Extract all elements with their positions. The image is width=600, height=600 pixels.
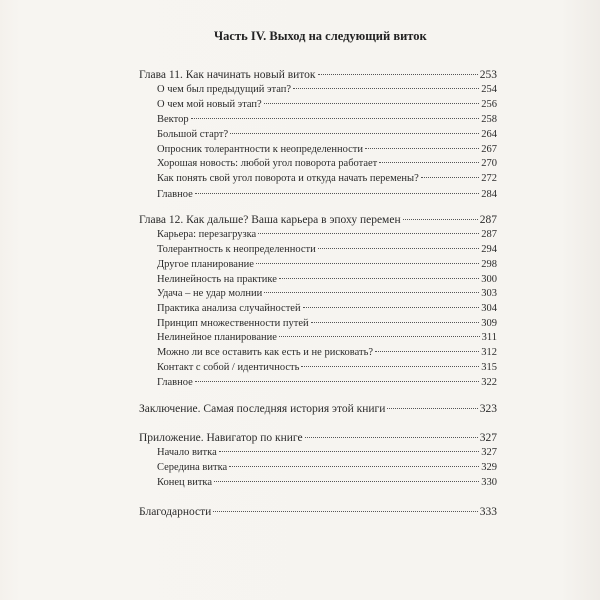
toc-entry-title: Нелинейное планирование xyxy=(157,332,277,343)
dot-leader xyxy=(230,133,479,134)
toc-entry-title: Другое планирование xyxy=(157,259,254,270)
dot-leader xyxy=(264,292,479,293)
dot-leader xyxy=(195,381,479,382)
part-heading: Часть IV. Выход на следующий виток xyxy=(214,29,427,43)
toc-entry-page-number: 322 xyxy=(481,377,497,388)
toc-entry-page-number: 330 xyxy=(481,477,497,488)
dot-leader xyxy=(403,219,478,220)
toc-section-entry xyxy=(157,302,497,316)
toc-section-entry xyxy=(157,331,497,345)
toc-entry-page-number: 315 xyxy=(481,362,497,373)
toc-entry-page-number: 311 xyxy=(481,332,497,343)
toc-entry-page-number: 267 xyxy=(481,144,497,155)
toc-entry-title: О чем мой новый этап? xyxy=(157,99,262,110)
toc-entry-title: О чем был предыдущий этап? xyxy=(157,84,292,95)
toc-entry-page-number: 333 xyxy=(479,506,497,518)
toc-section-entry xyxy=(157,287,497,301)
dot-leader xyxy=(303,307,480,308)
dot-leader xyxy=(318,248,480,249)
toc-chapter-entry xyxy=(139,213,497,227)
toc-chapter-entry xyxy=(139,402,497,416)
toc-entry-page-number: 327 xyxy=(481,447,497,458)
toc-section-entry xyxy=(157,157,497,171)
toc-entry-title: Благодарности xyxy=(139,506,212,518)
toc-entry-title: Большой старт? xyxy=(157,129,229,140)
dot-leader xyxy=(195,193,479,194)
toc-chapter-entry xyxy=(139,505,497,519)
toc-entry-title: Удача – не удар молнии xyxy=(157,288,263,299)
dot-leader xyxy=(258,233,479,234)
toc-entry-title: Начало витка xyxy=(157,447,217,458)
toc-entry-page-number: 298 xyxy=(481,259,497,270)
toc-section-entry xyxy=(157,376,497,390)
dot-leader xyxy=(293,88,479,89)
dot-leader xyxy=(375,351,479,352)
toc-section-entry xyxy=(157,446,497,460)
toc-entry-page-number: 258 xyxy=(481,114,497,125)
toc-entry-page-number: 287 xyxy=(479,214,497,226)
toc-section-entry xyxy=(157,83,497,97)
dot-leader xyxy=(279,336,480,337)
toc-entry-page-number: 270 xyxy=(481,158,497,169)
toc-entry-title: Нелинейность на практике xyxy=(157,274,277,285)
toc-section-entry xyxy=(157,461,497,475)
dot-leader xyxy=(279,278,479,279)
dot-leader xyxy=(213,511,477,512)
dot-leader xyxy=(191,118,480,119)
toc-section-entry xyxy=(157,143,497,157)
toc-entry-title: Приложение. Навигатор по книге xyxy=(139,432,303,444)
toc-section-entry xyxy=(157,243,497,257)
dot-leader xyxy=(421,177,480,178)
dot-leader xyxy=(219,451,480,452)
dot-leader xyxy=(311,322,480,323)
toc-entry-title: Практика анализа случайностей xyxy=(157,303,301,314)
dot-leader xyxy=(229,466,479,467)
toc-entry-page-number: 303 xyxy=(481,288,497,299)
dot-leader xyxy=(214,481,479,482)
toc-section-entry xyxy=(157,361,497,375)
toc-entry-title: Заключение. Самая последняя история этой книги xyxy=(139,403,386,415)
toc-section-entry xyxy=(157,317,497,331)
toc-entry-page-number: 272 xyxy=(481,173,497,184)
toc-section-entry xyxy=(157,113,497,127)
dot-leader xyxy=(256,263,479,264)
toc-section-entry xyxy=(157,98,497,112)
toc-entry-title: Как понять свой угол поворота и откуда начать перемены? xyxy=(157,173,419,184)
toc-entry-title: Главное xyxy=(157,377,193,388)
toc-entry-title: Принцип множественности путей xyxy=(157,318,309,329)
toc-entry-title: Контакт с собой / идентичность xyxy=(157,362,300,373)
toc-section-entry xyxy=(157,258,497,272)
toc-chapter-entry xyxy=(139,431,497,445)
toc-chapter-entry xyxy=(139,68,497,82)
toc-section-entry xyxy=(157,128,497,142)
toc-entry-title: Середина витка xyxy=(157,462,228,473)
toc-entry-title: Главное xyxy=(157,189,193,200)
toc-entry-page-number: 327 xyxy=(479,432,497,444)
dot-leader xyxy=(264,103,480,104)
toc-entry-page-number: 323 xyxy=(479,403,497,415)
toc-entry-page-number: 300 xyxy=(481,274,497,285)
toc-entry-title: Глава 11. Как начинать новый виток xyxy=(139,69,316,81)
toc-section-entry xyxy=(157,172,497,186)
toc-entry-title: Толерантность к неопределенности xyxy=(157,244,316,255)
toc-entry-page-number: 329 xyxy=(481,462,497,473)
toc-entry-title: Глава 12. Как дальше? Ваша карьера в эпоху перемен xyxy=(139,214,401,226)
dot-leader xyxy=(365,148,479,149)
toc-entry-title: Карьера: перезагрузка xyxy=(157,229,257,240)
dot-leader xyxy=(318,74,478,75)
dot-leader xyxy=(387,408,477,409)
toc-section-entry xyxy=(157,476,497,490)
toc-section-entry xyxy=(157,188,497,202)
toc-section-entry xyxy=(157,273,497,287)
toc-entry-page-number: 294 xyxy=(481,244,497,255)
dot-leader xyxy=(379,162,479,163)
toc-entry-title: Вектор xyxy=(157,114,189,125)
dot-leader xyxy=(301,366,479,367)
dot-leader xyxy=(305,437,478,438)
toc-entry-page-number: 264 xyxy=(481,129,497,140)
toc-entry-page-number: 304 xyxy=(481,303,497,314)
toc-entry-title: Конец витка xyxy=(157,477,213,488)
toc-section-entry xyxy=(157,228,497,242)
toc-entry-page-number: 309 xyxy=(481,318,497,329)
toc-entry-title: Опросник толерантности к неопределенности xyxy=(157,144,363,155)
toc-entry-page-number: 287 xyxy=(481,229,497,240)
toc-entry-page-number: 284 xyxy=(481,189,497,200)
toc-entry-title: Можно ли все оставить как есть и не рисковать? xyxy=(157,347,374,358)
toc-entry-page-number: 312 xyxy=(481,347,497,358)
toc-entry-page-number: 254 xyxy=(481,84,497,95)
toc-entry-page-number: 256 xyxy=(481,99,497,110)
toc-entry-title: Хорошая новость: любой угол поворота работает xyxy=(157,158,378,169)
toc-entry-page-number: 253 xyxy=(479,69,497,81)
toc-section-entry xyxy=(157,346,497,360)
